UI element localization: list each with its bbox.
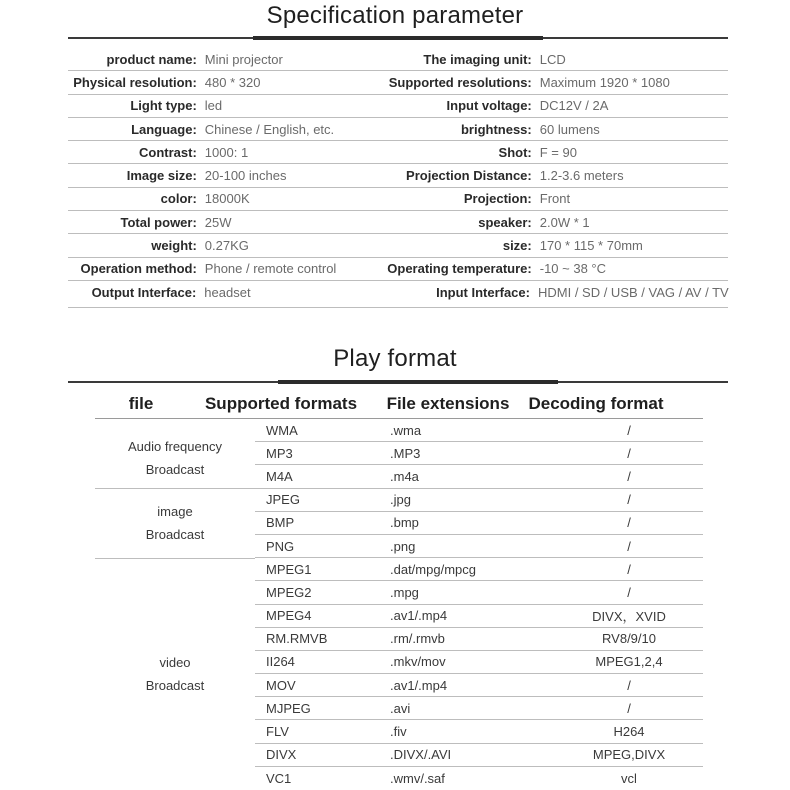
spec-label: Total power: bbox=[120, 214, 197, 230]
spec-value: 1.2-3.6 meters bbox=[539, 168, 624, 184]
spec-row bbox=[68, 258, 728, 281]
spec-row bbox=[68, 211, 728, 234]
spec-value: headset bbox=[204, 285, 251, 301]
spec-row bbox=[68, 48, 728, 71]
spec-label: size: bbox=[502, 238, 532, 254]
format-row bbox=[255, 697, 703, 720]
spec-row bbox=[68, 188, 728, 211]
extension-cell: .av1/.mp4 bbox=[390, 608, 448, 624]
format-cell: MPEG2 bbox=[266, 584, 312, 600]
format-cell: M4A bbox=[266, 468, 293, 484]
extension-cell: .png bbox=[390, 538, 416, 554]
spec-value: -10 ~ 38 °C bbox=[539, 261, 607, 277]
spec-label: Image size: bbox=[126, 168, 197, 184]
spec-value: 25W bbox=[204, 214, 232, 230]
spec-label: brightness: bbox=[460, 121, 532, 137]
format-cell: MPEG4 bbox=[266, 608, 312, 624]
format-cell: RM.RMVB bbox=[266, 631, 328, 647]
spec-label: Input voltage: bbox=[446, 98, 532, 114]
spec-label: Light type: bbox=[130, 98, 197, 114]
format-cell: PNG bbox=[266, 538, 295, 554]
format-row bbox=[255, 465, 703, 488]
play-title-rule-accent bbox=[278, 380, 558, 384]
spec-title-rule bbox=[68, 37, 728, 39]
spec-row bbox=[68, 118, 728, 141]
extension-cell: .m4a bbox=[390, 468, 419, 484]
format-row bbox=[255, 489, 703, 512]
group-label-line: Broadcast bbox=[145, 462, 205, 477]
extension-cell: .mpg bbox=[390, 584, 419, 600]
header-supported-formats: Supported formats bbox=[204, 394, 358, 413]
spec-row bbox=[68, 281, 728, 304]
spec-label: Input Interface: bbox=[436, 285, 530, 301]
extension-cell: .dat/mpg/mpcg bbox=[390, 561, 476, 577]
extension-cell: .fiv bbox=[390, 724, 407, 740]
extension-cell: .wmv/.saf bbox=[390, 770, 445, 786]
group-label-line: video bbox=[159, 655, 191, 670]
format-row bbox=[255, 674, 703, 697]
spec-value: DC12V / 2A bbox=[539, 98, 609, 114]
format-row bbox=[255, 744, 703, 767]
decoding-cell: / bbox=[627, 515, 631, 531]
decoding-cell: / bbox=[627, 700, 631, 716]
spec-label: product name: bbox=[106, 51, 197, 67]
header-decoding-format: Decoding format bbox=[528, 394, 664, 413]
extension-cell: .MP3 bbox=[390, 445, 421, 461]
decoding-cell: / bbox=[627, 492, 631, 508]
decoding-cell: / bbox=[627, 538, 631, 554]
spec-row bbox=[68, 95, 728, 118]
group-audio-label bbox=[95, 435, 255, 481]
spec-label: speaker: bbox=[478, 214, 532, 230]
spec-value: led bbox=[204, 98, 223, 114]
spec-value: 60 lumens bbox=[539, 121, 600, 137]
extension-cell: .avi bbox=[390, 700, 411, 716]
format-cell: DIVX bbox=[266, 747, 297, 763]
decoding-cell: / bbox=[627, 584, 631, 600]
format-cell: MP3 bbox=[266, 445, 293, 461]
spec-value: Phone / remote control bbox=[204, 261, 337, 277]
spec-title-rule-accent bbox=[253, 36, 543, 40]
play-title-rule bbox=[68, 381, 728, 383]
spec-label: Shot: bbox=[498, 144, 532, 160]
format-row bbox=[255, 581, 703, 604]
spec-label: Operation method: bbox=[80, 261, 197, 277]
format-row bbox=[255, 605, 703, 628]
spec-label: Physical resolution: bbox=[73, 74, 197, 90]
spec-value: Mini projector bbox=[204, 51, 283, 67]
spec-label: Supported resolutions: bbox=[388, 74, 532, 90]
extension-cell: .mkv/mov bbox=[390, 654, 446, 670]
group-label-line: Broadcast bbox=[145, 678, 205, 693]
extension-cell: .bmp bbox=[390, 515, 419, 531]
spec-label: color: bbox=[160, 191, 197, 207]
group-video-label bbox=[95, 651, 255, 697]
spec-label: Contrast: bbox=[139, 144, 197, 160]
spec-bottom-rule bbox=[68, 307, 728, 308]
group-separator bbox=[95, 558, 255, 559]
decoding-cell: / bbox=[627, 445, 631, 461]
spec-value: Front bbox=[539, 191, 571, 207]
spec-row bbox=[68, 164, 728, 187]
decoding-cell: / bbox=[627, 561, 631, 577]
format-cell: JPEG bbox=[266, 492, 300, 508]
spec-table bbox=[68, 48, 728, 304]
extension-cell: .av1/.mp4 bbox=[390, 677, 448, 693]
decoding-cell: / bbox=[627, 677, 631, 693]
spec-value: 18000K bbox=[204, 191, 250, 207]
spec-label: Projection: bbox=[463, 191, 532, 207]
decoding-cell: H264 bbox=[613, 724, 645, 740]
format-cell: FLV bbox=[266, 724, 289, 740]
format-row bbox=[255, 419, 703, 442]
group-label-line: Audio frequency bbox=[128, 439, 222, 454]
format-row bbox=[255, 651, 703, 674]
spec-value: F = 90 bbox=[539, 144, 577, 160]
group-image-label bbox=[95, 500, 255, 546]
format-cell: MJPEG bbox=[266, 700, 311, 716]
spec-label: The imaging unit: bbox=[423, 51, 532, 67]
decoding-cell: DIVX，XVID bbox=[592, 609, 666, 625]
format-row bbox=[255, 512, 703, 535]
extension-cell: .wma bbox=[390, 422, 422, 438]
spec-label: Projection Distance: bbox=[406, 168, 532, 184]
format-row bbox=[255, 720, 703, 743]
spec-value: LCD bbox=[539, 51, 566, 67]
format-row bbox=[255, 558, 703, 581]
format-row bbox=[255, 535, 703, 558]
spec-label: Output Interface: bbox=[91, 285, 197, 301]
spec-value: 170 * 115 * 70mm bbox=[539, 238, 643, 254]
format-row bbox=[255, 628, 703, 651]
extension-cell: .jpg bbox=[390, 492, 411, 508]
decoding-cell: MPEG,DIVX bbox=[592, 747, 666, 763]
spec-row bbox=[68, 234, 728, 257]
spec-value: 1000: 1 bbox=[204, 144, 249, 160]
spec-label: Operating temperature: bbox=[387, 261, 532, 277]
format-cell: MOV bbox=[266, 677, 296, 693]
format-cell: II264 bbox=[266, 654, 295, 670]
spec-value: HDMI / SD / USB / VAG / AV / TV bbox=[537, 285, 729, 301]
header-file: file bbox=[128, 394, 154, 413]
play-title: Play format bbox=[333, 345, 457, 372]
spec-title: Specification parameter bbox=[266, 2, 524, 29]
spec-value: 20-100 inches bbox=[204, 168, 287, 184]
header-file-extensions: File extensions bbox=[386, 394, 510, 413]
format-cell: MPEG1 bbox=[266, 561, 312, 577]
spec-row bbox=[68, 141, 728, 164]
decoding-cell: RV8/9/10 bbox=[602, 631, 656, 647]
spec-value: 0.27KG bbox=[204, 238, 249, 254]
format-cell: VC1 bbox=[266, 770, 292, 786]
format-table bbox=[255, 419, 703, 790]
group-separator bbox=[95, 488, 255, 489]
decoding-cell: / bbox=[627, 468, 631, 484]
format-row bbox=[255, 767, 703, 790]
format-row bbox=[255, 442, 703, 465]
decoding-cell: vcl bbox=[621, 770, 637, 786]
spec-value: 2.0W * 1 bbox=[539, 214, 590, 230]
spec-label: Language: bbox=[131, 121, 197, 137]
group-label-line: image bbox=[157, 504, 193, 519]
format-cell: WMA bbox=[266, 422, 298, 438]
format-cell: BMP bbox=[266, 515, 295, 531]
extension-cell: .rm/.rmvb bbox=[390, 631, 445, 647]
decoding-cell: MPEG1,2,4 bbox=[595, 654, 663, 670]
spec-value: Chinese / English, etc. bbox=[204, 121, 335, 137]
spec-row bbox=[68, 71, 728, 94]
decoding-cell: / bbox=[627, 422, 631, 438]
spec-value: 480 * 320 bbox=[204, 74, 261, 90]
extension-cell: .DIVX/.AVI bbox=[390, 747, 452, 763]
spec-value: Maximum 1920 * 1080 bbox=[539, 74, 670, 90]
group-label-line: Broadcast bbox=[145, 527, 205, 542]
spec-label: weight: bbox=[151, 238, 197, 254]
